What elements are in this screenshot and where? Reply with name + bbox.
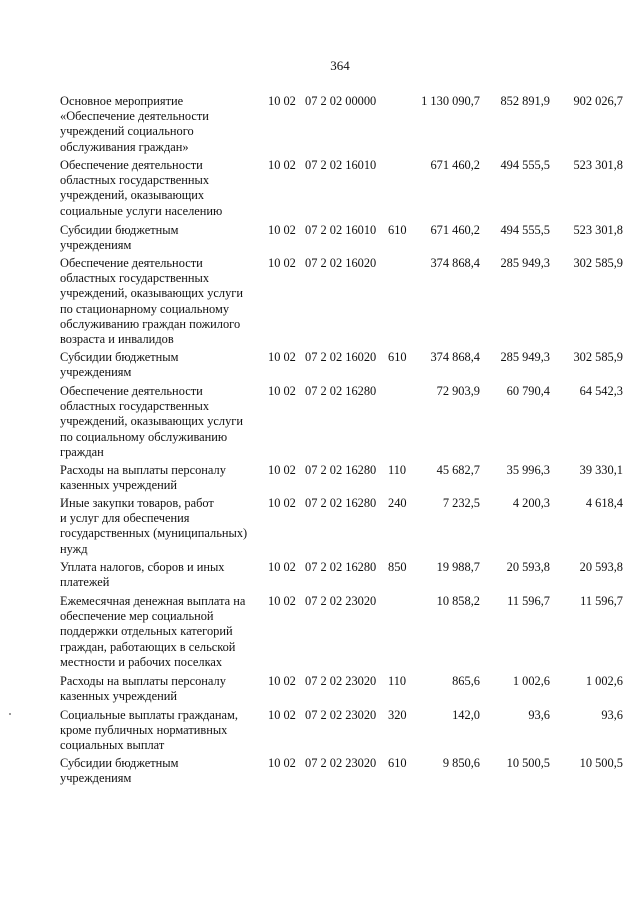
row-name: Расходы на выплаты персоналу казенных учреждений xyxy=(60,674,226,704)
row-value-3: 39 330,1 xyxy=(579,463,623,477)
row-value-2: 494 555,5 xyxy=(500,158,550,172)
row-type: 110 xyxy=(388,674,407,688)
row-type: 850 xyxy=(388,560,407,574)
row-target: 07 2 02 23020 xyxy=(305,756,377,770)
row-value-2: 852 891,9 xyxy=(500,94,550,108)
row-value-2: 20 593,8 xyxy=(506,560,550,574)
row-value-2: 10 500,5 xyxy=(506,756,550,770)
row-section: 10 02 xyxy=(268,756,296,770)
row-value-3: 93,6 xyxy=(601,708,623,722)
row-name: Обеспечение деятельности областных государственных учреждений, оказывающих услуги по социальному обслуживанию граждан xyxy=(60,384,244,459)
row-name: Основное мероприятие «Обеспечение деятельности учреждений социального обслуживания граждан» xyxy=(60,94,209,154)
row-value-3: 4 618,4 xyxy=(585,496,623,510)
row-target: 07 2 02 23020 xyxy=(305,594,377,608)
row-section: 10 02 xyxy=(268,223,296,237)
row-type: 610 xyxy=(388,350,407,364)
row-value-3: 64 542,3 xyxy=(579,384,623,398)
row-value-3: 302 585,9 xyxy=(573,350,623,364)
row-value-1: 671 460,2 xyxy=(430,223,480,237)
row-value-1: 45 682,7 xyxy=(436,463,480,477)
row-value-2: 1 002,6 xyxy=(512,674,550,688)
row-value-3: 11 596,7 xyxy=(580,594,623,608)
row-section: 10 02 xyxy=(268,674,296,688)
row-type: 610 xyxy=(388,756,407,770)
row-value-1: 374 868,4 xyxy=(430,256,480,270)
row-name: Иные закупки товаров, работ и услуг для обеспечения государственных (муниципальных) нужд xyxy=(60,496,248,556)
row-value-2: 285 949,3 xyxy=(500,350,550,364)
row-value-1: 865,6 xyxy=(452,674,480,688)
row-name: Обеспечение деятельности областных государственных учреждений, оказывающих услуги по стационарному социальному обслуживанию граждан пожилого возраста и инвалидов xyxy=(60,256,244,347)
row-value-2: 11 596,7 xyxy=(507,594,550,608)
row-section: 10 02 xyxy=(268,496,296,510)
row-target: 07 2 02 16280 xyxy=(305,560,377,574)
row-value-3: 20 593,8 xyxy=(579,560,623,574)
row-name: Субсидии бюджетным учреждениям xyxy=(60,756,179,786)
row-target: 07 2 02 16280 xyxy=(305,384,377,398)
row-value-1: 10 858,2 xyxy=(436,594,480,608)
row-value-1: 7 232,5 xyxy=(442,496,480,510)
row-target: 07 2 02 16280 xyxy=(305,496,377,510)
row-value-3: 902 026,7 xyxy=(573,94,623,108)
row-target: 07 2 02 16280 xyxy=(305,463,377,477)
row-value-2: 285 949,3 xyxy=(500,256,550,270)
row-value-2: 35 996,3 xyxy=(506,463,550,477)
row-type: 610 xyxy=(388,223,407,237)
row-section: 10 02 xyxy=(268,708,296,722)
row-value-1: 374 868,4 xyxy=(430,350,480,364)
row-target: 07 2 02 16020 xyxy=(305,350,377,364)
row-value-3: 302 585,9 xyxy=(573,256,623,270)
row-value-1: 9 850,6 xyxy=(442,756,480,770)
row-value-3: 523 301,8 xyxy=(573,223,623,237)
row-section: 10 02 xyxy=(268,594,296,608)
row-value-1: 72 903,9 xyxy=(436,384,480,398)
scan-speck xyxy=(9,713,11,715)
row-name: Субсидии бюджетным учреждениям xyxy=(60,350,179,380)
row-name: Ежемесячная денежная выплата на обеспечение мер социальной поддержки отдельных категорий граждан, работающих в сельской местности и рабочих поселках xyxy=(60,594,246,669)
row-value-3: 1 002,6 xyxy=(585,674,623,688)
row-value-1: 671 460,2 xyxy=(430,158,480,172)
row-target: 07 2 02 23020 xyxy=(305,674,377,688)
row-value-1: 142,0 xyxy=(452,708,480,722)
row-target: 07 2 02 23020 xyxy=(305,708,377,722)
row-value-2: 494 555,5 xyxy=(500,223,550,237)
page-number: 364 xyxy=(330,58,350,73)
row-value-2: 60 790,4 xyxy=(506,384,550,398)
row-section: 10 02 xyxy=(268,384,296,398)
row-value-2: 4 200,3 xyxy=(512,496,550,510)
row-target: 07 2 02 16010 xyxy=(305,223,377,237)
row-section: 10 02 xyxy=(268,256,296,270)
row-value-3: 523 301,8 xyxy=(573,158,623,172)
row-section: 10 02 xyxy=(268,560,296,574)
row-name: Субсидии бюджетным учреждениям xyxy=(60,223,179,253)
row-section: 10 02 xyxy=(268,94,296,108)
row-section: 10 02 xyxy=(268,350,296,364)
row-type: 110 xyxy=(388,463,407,477)
row-name: Обеспечение деятельности областных государственных учреждений, оказывающих социальные услуги населению xyxy=(60,158,223,218)
row-section: 10 02 xyxy=(268,463,296,477)
row-target: 07 2 02 16020 xyxy=(305,256,377,270)
row-name: Социальные выплаты гражданам, кроме публичных нормативных социальных выплат xyxy=(60,708,238,753)
row-value-2: 93,6 xyxy=(528,708,550,722)
row-type: 320 xyxy=(388,708,407,722)
row-value-1: 1 130 090,7 xyxy=(421,94,480,108)
row-value-1: 19 988,7 xyxy=(436,560,480,574)
row-section: 10 02 xyxy=(268,158,296,172)
row-target: 07 2 02 16010 xyxy=(305,158,377,172)
row-name: Расходы на выплаты персоналу казенных учреждений xyxy=(60,463,226,493)
row-name: Уплата налогов, сборов и иных платежей xyxy=(60,560,225,590)
row-value-3: 10 500,5 xyxy=(579,756,623,770)
row-target: 07 2 02 00000 xyxy=(305,94,377,108)
row-type: 240 xyxy=(388,496,407,510)
